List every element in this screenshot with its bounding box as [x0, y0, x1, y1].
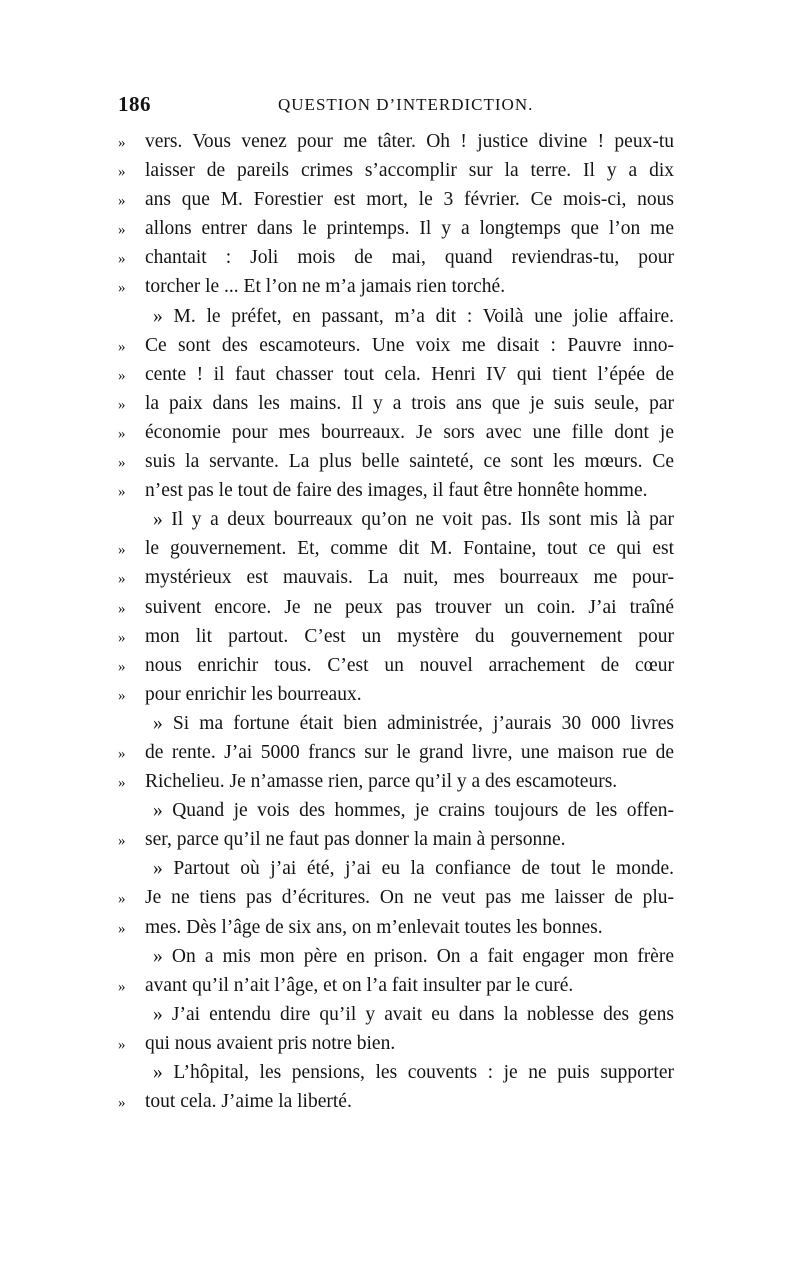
line-text: » L’hôpital, les pensions, les couvents : je ne puis supporter — [153, 1062, 674, 1083]
page-header — [118, 92, 674, 122]
line-text: de rente. J’ai 5000 francs sur le grand livre, une maison rue de — [145, 741, 674, 763]
quote-mark: » — [118, 629, 126, 646]
line-text: Ce sont des escamoteurs. Une voix me disait : Pauvre inno- — [145, 334, 674, 356]
text-line — [118, 942, 674, 971]
text-line — [118, 214, 674, 243]
line-text: mes. Dès l’âge de six ans, on m’enlevait toutes les bonnes. — [145, 916, 603, 938]
quote-mark: » — [118, 745, 126, 762]
quote-mark: » — [118, 687, 126, 704]
quote-mark: » — [118, 251, 126, 268]
quote-mark: » — [118, 920, 126, 937]
text-line — [118, 738, 674, 767]
text-line — [118, 680, 674, 709]
line-text: » Si ma fortune était bien administrée, j’aurais 30 000 livres — [153, 712, 674, 734]
line-text: suivent encore. Je ne peux pas trouver un coin. J’ai traîné — [145, 596, 674, 618]
line-text: tout cela. J’aime la liberté. — [145, 1091, 352, 1113]
text-line — [118, 331, 674, 360]
quote-mark: » — [118, 1036, 126, 1053]
text-line — [118, 913, 674, 942]
line-text: » J’ai entendu dire qu’il y avait eu dans la noblesse des gens — [153, 1003, 674, 1025]
quote-mark: » — [118, 600, 126, 617]
line-text: n’est pas le tout de faire des images, il faut être honnête homme. — [145, 480, 648, 502]
text-line — [118, 825, 674, 854]
quote-mark: » — [118, 455, 126, 472]
line-text: qui nous avaient pris notre bien. — [145, 1032, 396, 1054]
line-text: » Partout où j’ai été, j’ai eu la confiance de tout le monde. — [153, 858, 674, 880]
quote-mark: » — [118, 658, 126, 675]
text-line — [118, 1000, 674, 1029]
text-line — [118, 534, 674, 563]
text-line — [118, 360, 674, 389]
quote-mark: » — [118, 396, 126, 413]
text-line — [118, 593, 674, 622]
line-text: ser, parce qu’il ne faut pas donner la main à personne. — [145, 829, 566, 851]
text-line — [118, 971, 674, 1000]
line-text: Richelieu. Je n’amasse rien, parce qu’il y a des escamoteurs. — [145, 771, 618, 793]
line-text: » On a mis mon père en prison. On a fait engager mon frère — [153, 945, 674, 967]
text-line — [118, 156, 674, 185]
line-text: économie pour mes bourreaux. Je sors avec une fille dont je — [145, 421, 674, 443]
line-text: la paix dans les mains. Il y a trois ans que je suis seule, par — [145, 392, 674, 414]
quote-mark: » — [118, 484, 126, 501]
text-line — [118, 476, 674, 505]
line-text: torcher le ... Et l’on ne m’a jamais rien torché. — [145, 276, 506, 298]
quote-mark: » — [118, 367, 126, 384]
line-text: Je ne tiens pas d’écritures. On ne veut pas me laisser de plu- — [145, 887, 674, 909]
body-text — [118, 127, 674, 1116]
text-line — [118, 854, 674, 883]
quote-mark: » — [118, 891, 126, 908]
text-line — [118, 418, 674, 447]
line-text: » Il y a deux bourreaux qu’on ne voit pas. Ils sont mis là par — [153, 509, 674, 531]
line-text: laisser de pareils crimes s’accomplir sur la terre. Il y a dix — [145, 160, 674, 182]
quote-mark: » — [118, 542, 126, 559]
text-line — [118, 127, 674, 156]
quote-mark: » — [118, 978, 126, 995]
line-text: cente ! il faut chasser tout cela. Henri IV qui tient l’épée de — [145, 363, 674, 385]
text-line — [118, 767, 674, 796]
text-line — [118, 272, 674, 301]
text-line — [118, 622, 674, 651]
text-line — [118, 447, 674, 476]
line-text: nous enrichir tous. C’est un nouvel arrachement de cœur — [145, 654, 674, 676]
text-line — [118, 1087, 674, 1116]
line-text: mystérieux est mauvais. La nuit, mes bourreaux me pour- — [145, 567, 674, 589]
quote-mark: » — [118, 135, 126, 151]
text-line — [118, 185, 674, 214]
line-text: ans que M. Forestier est mort, le 3 février. Ce mois-ci, nous — [145, 189, 674, 211]
text-line — [118, 389, 674, 418]
page-number: 186 — [118, 92, 151, 116]
line-text: pour enrichir les bourreaux. — [145, 683, 362, 705]
line-text: » Quand je vois des hommes, je crains toujours de les offen- — [153, 800, 674, 822]
text-line — [118, 651, 674, 680]
quote-mark: » — [118, 222, 126, 239]
line-text: vers. Vous venez pour me tâter. Oh ! justice divine ! peux-tu — [145, 131, 674, 152]
line-text: allons entrer dans le printemps. Il y a longtemps que l’on me — [145, 218, 674, 240]
quote-mark: » — [118, 775, 126, 792]
running-head: QUESTION D’INTERDICTION. — [278, 95, 534, 114]
text-line — [118, 1058, 674, 1087]
line-text: mon lit partout. C’est un mystère du gouvernement pour — [145, 625, 674, 647]
quote-mark: » — [118, 571, 126, 588]
text-line — [118, 563, 674, 592]
line-text: suis la servante. La plus belle sainteté, ce sont les mœurs. Ce — [145, 451, 674, 473]
text-line — [118, 243, 674, 272]
text-line — [118, 883, 674, 912]
quote-mark: » — [118, 1095, 126, 1112]
line-text: avant qu’il n’ait l’âge, et on l’a fait insulter par le curé. — [145, 974, 574, 996]
quote-mark: » — [118, 833, 126, 850]
text-line — [118, 505, 674, 534]
text-line — [118, 302, 674, 331]
text-line — [118, 709, 674, 738]
line-text: » M. le préfet, en passant, m’a dit : Voilà une jolie affaire. — [153, 305, 674, 327]
quote-mark: » — [118, 164, 126, 181]
line-text: le gouvernement. Et, comme dit M. Fontaine, tout ce qui est — [145, 538, 674, 560]
quote-mark: » — [118, 193, 126, 210]
quote-mark: » — [118, 280, 126, 297]
text-line — [118, 1029, 674, 1058]
text-line — [118, 796, 674, 825]
line-text: chantait : Joli mois de mai, quand reviendras-tu, pour — [145, 247, 674, 269]
quote-mark: » — [118, 338, 126, 355]
quote-mark: » — [118, 425, 126, 442]
